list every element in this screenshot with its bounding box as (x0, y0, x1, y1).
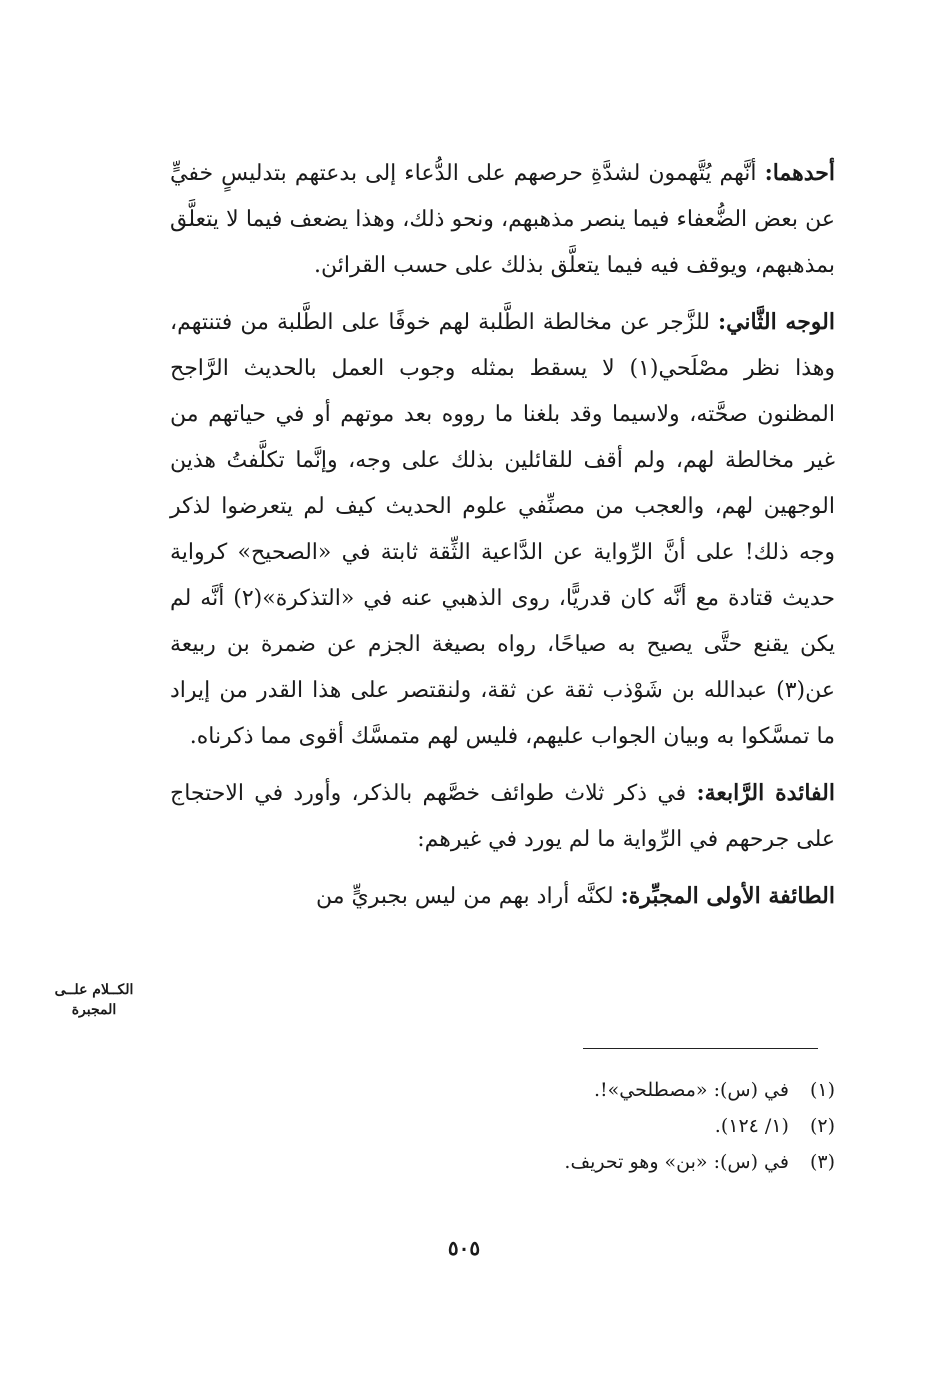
paragraph-body: لكنَّه أراد بهم من ليس بجبريٍّ من (316, 884, 621, 909)
paragraph (170, 770, 835, 863)
paragraph (170, 299, 835, 760)
paragraph-body: في ذكر ثلاث طوائف خصَّهم بالذكر، وأورد في الاحتجاج على جرحهم في الرِّواية ما لم يورد في غيرهم: (170, 781, 835, 852)
footnote (300, 1144, 835, 1180)
footnote-separator (583, 1048, 818, 1049)
footnote (300, 1108, 835, 1144)
paragraph-lead: الوجه الثَّاني: (717, 309, 835, 335)
paragraph-body: أنَّهم يُتَّهمون لشدَّةِ حرصهم على الدُّعاء إلى بدعتهم بتدليسٍ خفيٍّ عن بعض الضُّعفاء فيما ينصر مذهبهم، ونحو ذلك، وهذا يضعف فيما لا يتعلَّق بمذهبهم، ويوقف فيه فيما يتعلَّق بذلك على حسب القرائن. (170, 161, 835, 278)
footnote-text: في (س): «مصطلحي»!. (593, 1079, 789, 1101)
footnotes (300, 1072, 835, 1180)
paragraph-lead: الفائدة الرَّابعة: (696, 780, 835, 806)
footnote-number: (٢) (809, 1115, 835, 1137)
footnote (300, 1072, 835, 1108)
paragraph-lead: الطائفة الأولى المجبِّرة: (620, 883, 835, 909)
margin-note: الكــلام علــى المجبرة (54, 982, 134, 1018)
paragraph (170, 150, 835, 289)
main-text (170, 150, 835, 930)
paragraph-lead: أحدهما: (764, 160, 835, 186)
footnote-number: (٣) (809, 1151, 835, 1173)
footnote-number: (١) (809, 1079, 835, 1101)
footnote-text: في (س): «بن» وهو تحريف. (564, 1151, 789, 1173)
footnote-text: (١/ ١٢٤). (714, 1115, 789, 1137)
page-number: ٥٠٥ (447, 1236, 481, 1260)
paragraph (170, 873, 835, 920)
paragraph-body: للزَّجر عن مخالطة الطَّلبة لهم خوفًا على الطَّلبة من فتنتهم، وهذا نظر مصْلَحي(١) لا يسقط بمثله وجوب العمل بالحديث الرَّاجح المظنون صحَّته، ولاسيما وقد بلغنا ما رووه بعد موتهم أو في حياتهم من غير مخالطة لهم، ولم أقف للقائلين بذلك على وجه، وإنَّما تكلَّفتُ هذين الوجهين لهم، والعجب من مصنِّفي علوم الحديث كيف لم يتعرضوا لذكر وجه ذلك! على أنَّ الرِّواية عن الدَّاعية الثِّقة ثابتة في «الصحيح» كرواية حديث قتادة مع أنَّه كان قدريًّا، روى الذهبي عنه في «التذكرة»(٢) أنَّه لم يكن يقنع حتَّى يصيح به صياحًا، رواه بصيغة الجزم عن ضمرة بن ربيعة عن(٣) عبدالله بن شَوْذب ثقة عن ثقة، ولنقتصر على هذا القدر من إيراد ما تمسَّكوا به وبيان الجواب عليهم، فليس لهم متمسَّك أقوى مما ذكرناه. (170, 310, 835, 749)
